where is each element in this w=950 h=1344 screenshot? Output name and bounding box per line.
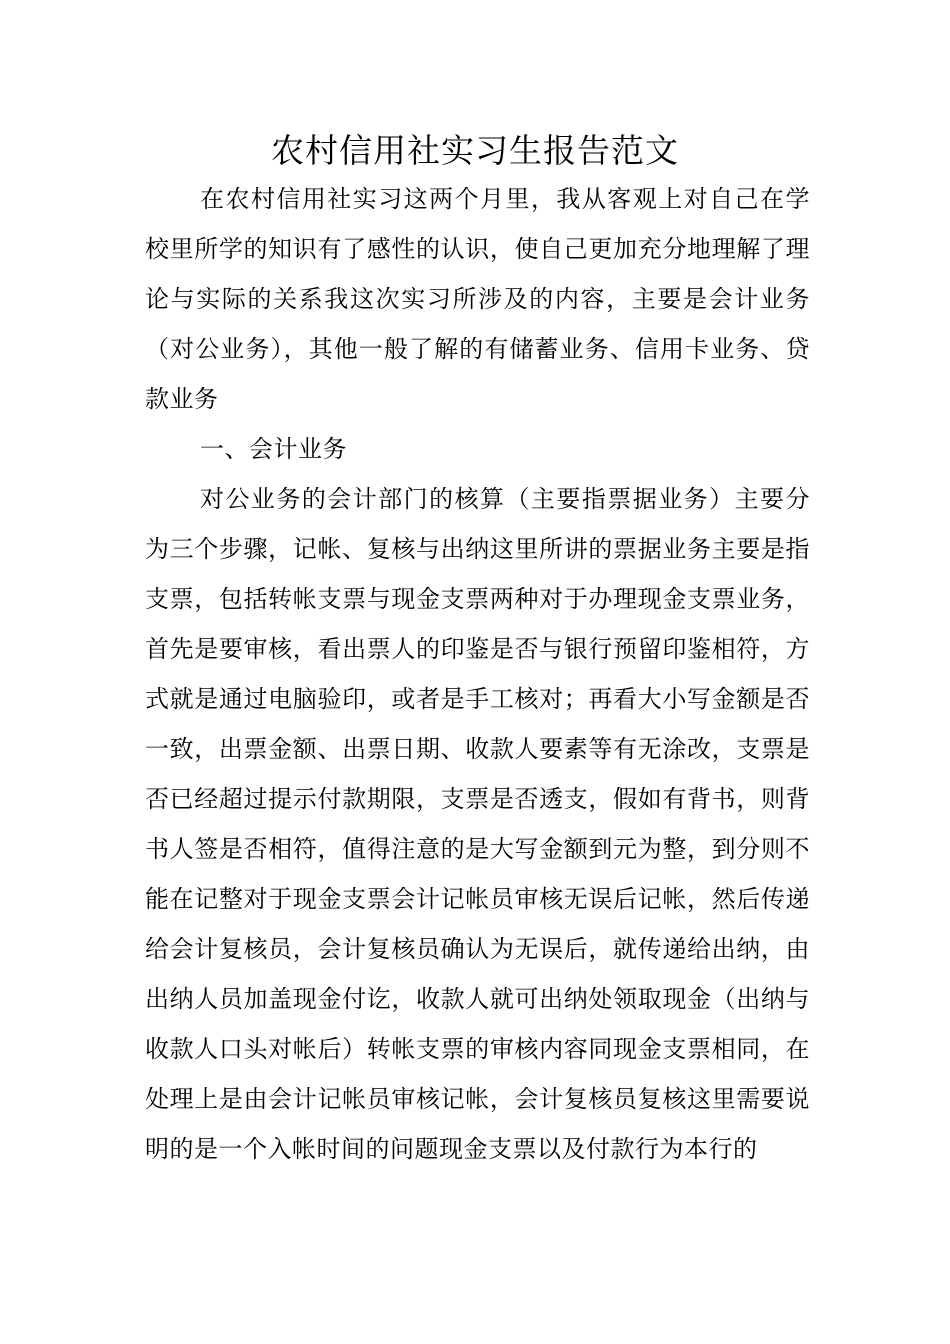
- document-body: [145, 174, 810, 1174]
- document-title: 农村信用社实习生报告范文: [271, 131, 679, 170]
- paragraph-intro: 在农村信用社实习这两个月里，我从客观上对自己在学校里所学的知识有了感性的认识，使自己更加充分地理解了理论与实际的关系我这次实习所涉及的内容，主要是会计业务（对公业务），其他一般了解的有储蓄业务、信用卡业务、贷款业务: [145, 185, 810, 413]
- section-heading-accounting: 一、会计业务: [200, 435, 347, 463]
- paragraph-accounting: 对公业务的会计部门的核算（主要指票据业务）主要分为三个步骤，记帐、复核与出纳这里所讲的票据业务主要是指支票，包括转帐支票与现金支票两种对于办理现金支票业务，首先是要审核，看出票人的印鉴是否与银行预留印鉴相符，方式就是通过电脑验印，或者是手工核对；再看大小写金额是否一致，出票金额、出票日期、收款人要素等有无涂改，支票是否已经超过提示付款期限，支票是否透支，假如有背书，则背书人签是否相符，值得注意的是大写金额到元为整，到分则不能在记整对于现金支票会计记帐员审核无误后记帐，然后传递给会计复核员，会计复核员确认为无误后，就传递给出纳，由出纳人员加盖现金付讫，收款人就可出纳处领取现金（出纳与收款人口头对帐后）转帐支票的审核内容同现金支票相同，在处理上是由会计记帐员审核记帐，会计复核员复核这里需要说明的是一个入帐时间的问题现金支票以及付款行为本行的: [145, 485, 810, 1163]
